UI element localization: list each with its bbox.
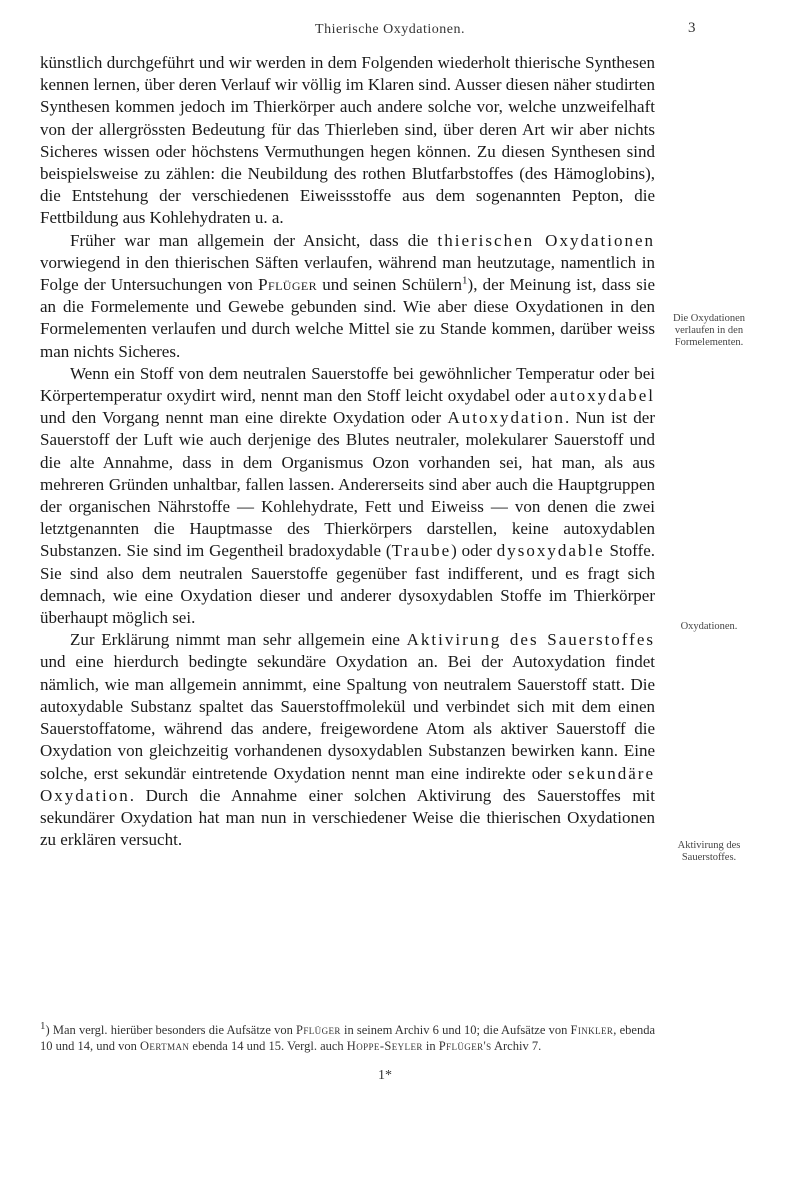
paragraph-1: künstlich durchgeführt und wir werden in dem Folgenden wiederholt thierische Synthesen kennen lernen, über deren Verlauf wir völlig im Klaren sind. Ausser diesen näher studirten Synthesen kommen jedoch im Thierkörper auch andere solche vor, welche unzweifelhaft von der allergrössten Bedeutung für das Thierleben sind, über deren Art wir aber nichts Sicheres wissen oder höchstens Vermuthungen hegen können. Zu diesen Synthesen sind beispielsweise zu zählen: die Neubildung des rothen Blutfarbstoffes (des Hämoglobins), die Entstehung der verschiedenen Eiweissstoffe aus dem sogenannten Pepton, die Fettbildung aus Kohlehydraten u. a. [40, 53, 655, 228]
footnote-marker: 1 [40, 1019, 46, 1032]
running-title: Thierische Oxydationen. [315, 22, 465, 37]
text-run: und eine hierdurch bedingte sekundäre Oxydation an. Bei der Autoxydation findet nämlich, wie man allgemein annimmt, eine Spaltung von neutralem Sauerstoff statt. Die autoxydable Substanz spaltet das Sauerstoffmolekül und verbindet sich mit dem einen Sauerstoffatome, während das andere, freigewordene Atom als aktiver Sauerstoff die Oxydation von gleichzeitig vorhandenen dysoxydablen Substanzen bewirken kann. Eine solche, erst sekundär eintretende Oxydation nennt man eine indirekte oder [40, 652, 655, 783]
marginal-note: Die Oxydationen verlaufen in den Formelementen. [672, 313, 746, 348]
text-run: in seinem Archiv 6 und 10; die Aufsätze von [340, 1023, 571, 1037]
emphasis-traube: Traube [391, 541, 452, 561]
emphasis-dysoxydable: dysoxydable [496, 541, 605, 561]
author-name: Finkler [570, 1023, 614, 1037]
text-run: vorwiegend in den thierischen Säften verlaufen, während man heutzutage, namentlich in Folge der Untersuchungen von [40, 252, 655, 295]
marginal-note: Oxydationen. [680, 621, 738, 632]
author-name: Oertman [140, 1039, 190, 1053]
emphasis-autoxydabel: autoxydabel [549, 386, 655, 406]
author-name: Pflüger [296, 1023, 341, 1037]
paragraph-2 [40, 230, 655, 363]
text-run: ) oder [451, 541, 497, 561]
author-name: Pflüger [258, 275, 318, 295]
footnote-reference: 1 [462, 274, 468, 287]
text-run: Stoffe. Sie sind also dem neutralen Sauerstoffe gegenüber fast indifferent, und es fragt sich demnach, wie eine Oxydation dieser und anderer dysoxydablen Stoffe im Thierkörper überhaupt möglich sei. [40, 541, 655, 628]
text-run: ebenda 14 und 15. Vergl. auch [189, 1039, 347, 1053]
emphasis-aktivirung: Aktivirung des Sauerstoffes [406, 630, 655, 650]
paragraph-3 [40, 363, 655, 629]
paragraph-4 [40, 629, 655, 851]
emphasis-sekundaere-oxydation: sekundäre Oxydation [40, 763, 655, 805]
main-text [40, 52, 655, 851]
text-run: Zur Erklärung nimmt man sehr allgemein eine [70, 630, 407, 650]
emphasis-thierische-oxydationen: thierischen Oxydationen [437, 230, 655, 250]
text-run: und seinen Schülern [317, 275, 463, 295]
page-number: 3 [688, 20, 696, 36]
footnote [40, 1019, 655, 1054]
text-run: Früher war man allgemein der Ansicht, dass die [70, 230, 438, 250]
author-name: Hoppe-Seyler [346, 1039, 423, 1053]
text-run: ), der Meinung ist, dass sie an die Formelemente und Gewebe gebunden sind. Wie aber diese Oxydationen in den Formelementen verlaufen und durch welche Mittel sie zu Stande kommen, darüber weiss man nichts Sicheres. [40, 275, 655, 361]
text-run: , ebenda 10 und 14, und von [40, 1023, 655, 1053]
text-run: und den Vorgang nennt man eine direkte Oxydation oder [40, 408, 448, 428]
text-run: in [422, 1039, 439, 1053]
signature-mark: 1* [378, 1068, 392, 1083]
text-run: ) Man vergl. hierüber besonders die Aufsätze von [45, 1023, 297, 1037]
emphasis-autoxydation: Autoxydation [447, 408, 565, 428]
author-name: Pflüger's [438, 1039, 492, 1053]
text-run: Wenn ein Stoff von dem neutralen Sauerstoffe bei gewöhnlicher Temperatur oder bei Körpertemperatur oxydirt wird, nennt man den Stoff leicht oxydabel oder [40, 363, 655, 406]
marginal-note: Aktivirung des Sauerstoffes. [677, 840, 741, 863]
text-run: . Durch die Annahme einer solchen Aktivirung des Sauerstoffes mit sekundärer Oxydation hat man nun in verschiedener Weise die thierischen Oxydationen zu erklären versucht. [40, 785, 655, 850]
text-run: Archiv 7. [491, 1039, 542, 1053]
text-run: . Nun ist der Sauerstoff der Luft wie auch derjenige des Blutes neutraler, molekularer Sauerstoff und die alte Annahme, dass in dem Organismus Ozon vorhanden sei, hat man, als aus mehreren Gründen unhaltbar, fallen lassen. Andererseits sind aber auch die Hauptgruppen der organischen Nährstoffe — Kohlehydrate, Fett und Eiweiss — von denen die zwei letztgenannten die Hauptmasse des Thierkörpers darstellen, keine autoxydablen Substanzen. Sie sind im Gegentheil bradoxydable ( [40, 408, 656, 561]
